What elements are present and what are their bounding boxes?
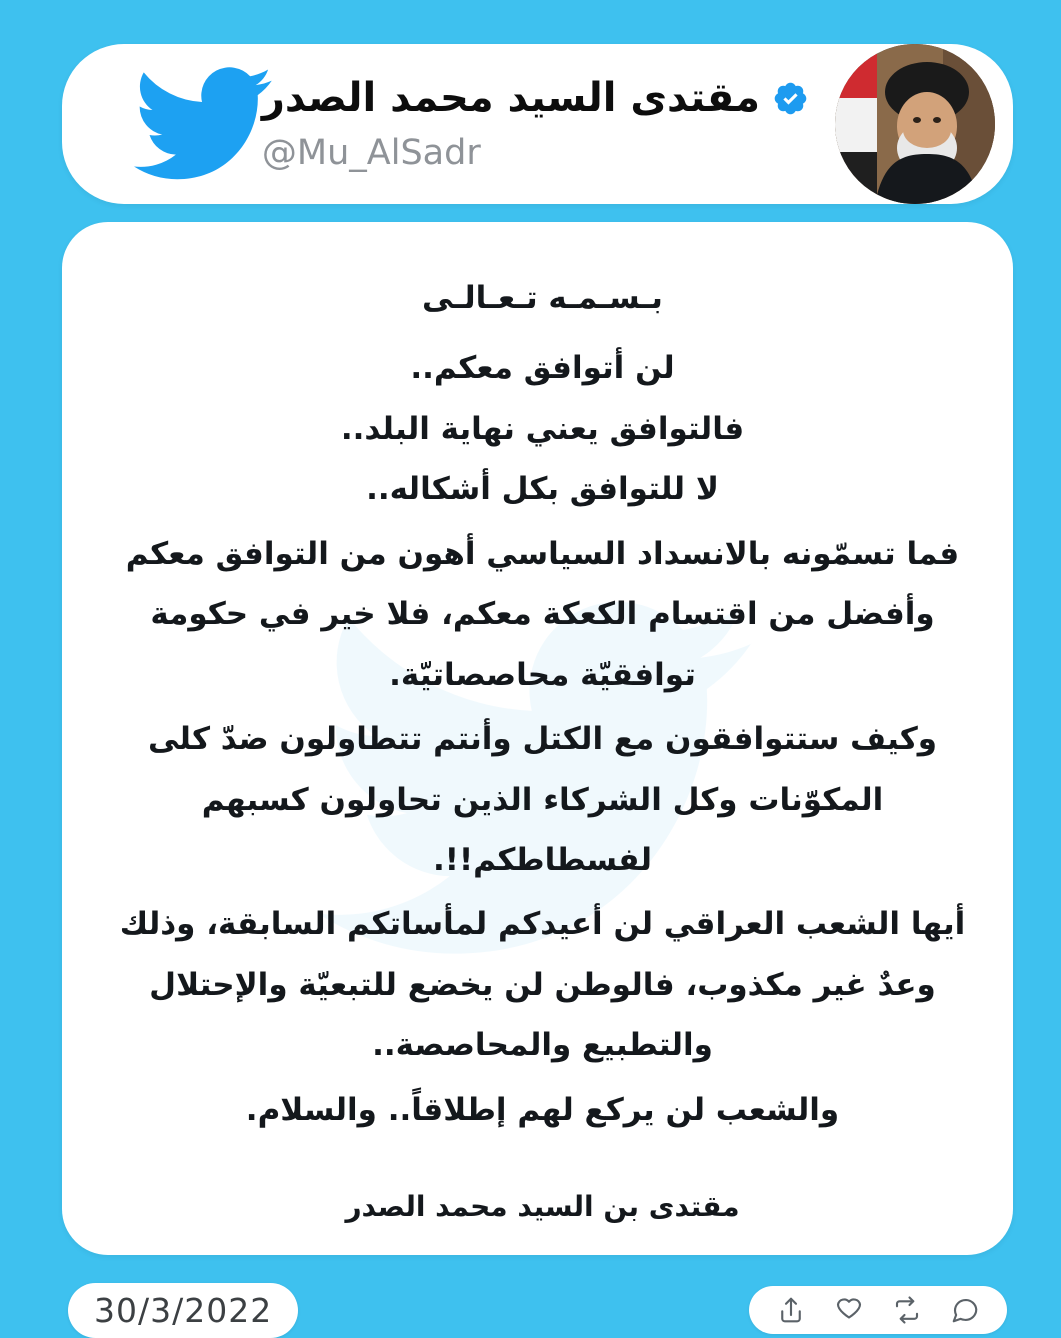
tweet-line-0: بـسـمـه تـعـالـى xyxy=(422,280,663,316)
tweet-paragraph-2: أيها الشعب العراقي لن أعيدكم لمأساتكم السابقة، وذلك وعدٌ غير مكذوب، فالوطن لن يخضع للتبعيّة والإحتلال والتطبيع والمحاصصة.. xyxy=(119,906,966,1064)
display-name: مقتدى السيد محمد الصدر xyxy=(261,75,760,121)
tweet-date: 30/3/2022 xyxy=(68,1283,298,1338)
tweet-body-card xyxy=(62,222,1013,1255)
account-handle: @Mu_AlSadr xyxy=(261,133,481,173)
avatar xyxy=(835,44,995,204)
tweet-paragraph-3: والشعب لن يركع لهم إطلاقاً.. والسلام. xyxy=(245,1091,840,1128)
retweet-icon[interactable] xyxy=(891,1294,923,1326)
account-identity xyxy=(262,75,809,173)
tweet-text xyxy=(106,268,969,1235)
share-icon[interactable] xyxy=(775,1294,807,1326)
reply-icon[interactable] xyxy=(949,1294,981,1326)
tweet-paragraph-0: فما تسمّونه بالانسداد السياسي أهون من التوافق معكم وأفضل من اقتسام الكعكة معكم، فلا خير في حكومة توافقيّة محاصصاتيّة. xyxy=(125,535,960,693)
tweet-actions xyxy=(749,1286,1007,1334)
tweet-line-2: فالتوافق يعني نهاية البلد.. xyxy=(340,410,745,447)
verified-badge-icon xyxy=(772,80,809,117)
tweet-header xyxy=(62,44,1013,204)
tweet-line-1: لن أتوافق معكم.. xyxy=(410,350,675,387)
tweet-signature: مقتدى بن السيد محمد الصدر xyxy=(345,1190,740,1224)
twitter-bird-icon xyxy=(120,54,288,194)
tweet-line-3: لا للتوافق بكل أشكاله.. xyxy=(366,471,719,508)
heart-icon[interactable] xyxy=(833,1294,865,1326)
tweet-paragraph-1: وكيف ستتوافقون مع الكتل وأنتم تتطاولون ضدّ كلى المكوّنات وكل الشركاء الذين تحاولون كسبهم لفسطاطكم!!. xyxy=(147,721,938,878)
tweet-footer xyxy=(68,1283,1007,1338)
display-name-row xyxy=(262,75,809,121)
